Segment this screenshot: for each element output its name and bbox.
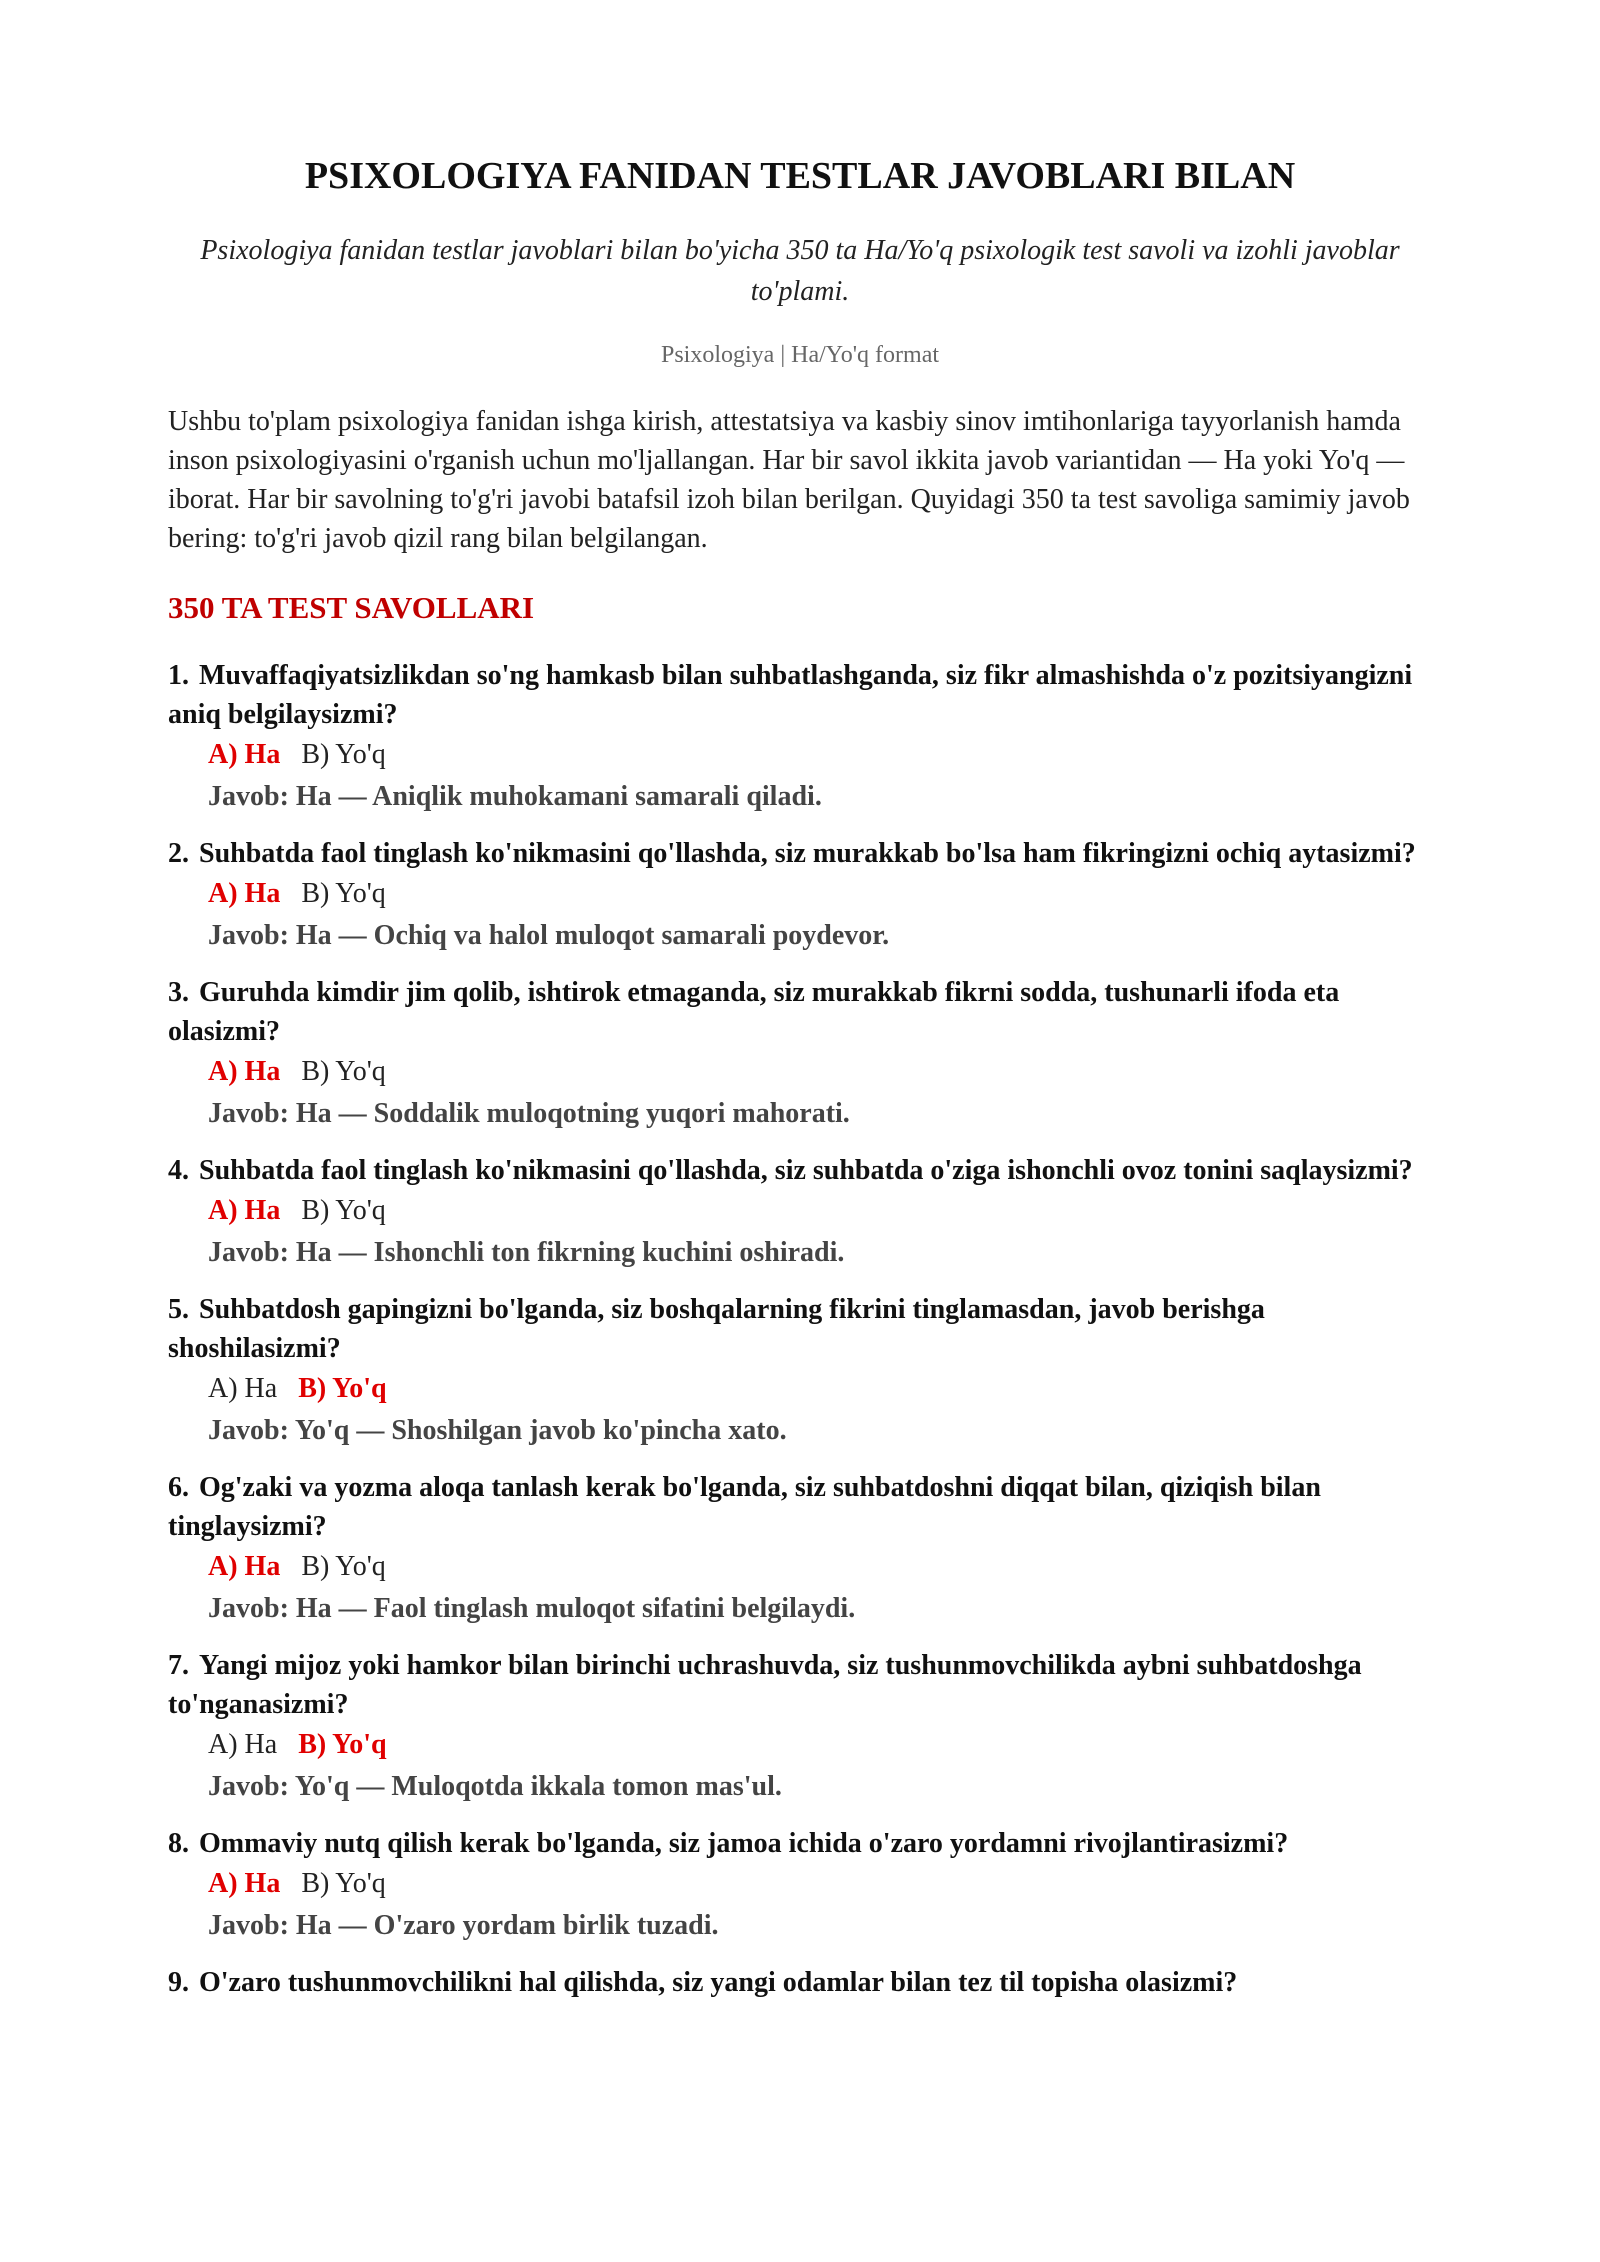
question-body: Og'zaki va yozma aloqa tanlash kerak bo'lganda, siz suhbatdoshni diqqat bilan, qiziqish bilan tinglaysizmi? [168,1472,1321,1542]
option-a: A) Ha [208,1868,281,1899]
answer-options [168,1724,1432,1766]
question-item [168,1468,1432,1630]
question-number: 6. [168,1472,189,1503]
question-text [168,1824,1432,1863]
question-item [168,1824,1432,1947]
question-text [168,1646,1432,1724]
option-b: B) Yo'q [298,1729,387,1760]
option-b: B) Yo'q [301,1195,386,1226]
question-body: Muvaffaqiyatsizlikdan so'ng hamkasb bilan suhbatlashganda, siz fikr almashishda o'z pozitsiyangizni aniq belgilaysizmi? [168,660,1413,730]
answer-options [168,873,1432,915]
section-title: 350 TA TEST SAVOLLARI [168,590,535,625]
question-item [168,834,1432,957]
question-text [168,1963,1432,2002]
document-meta: Psixologiya | Ha/Yo'q format [660,342,940,368]
question-text [168,834,1432,873]
document-subtitle: Psixologiya fanidan testlar javoblari bilan bo'yicha 350 ta Ha/Yo'q psixologik test savoli va izohli javoblar to'plami. [200,235,1400,307]
question-text [168,973,1432,1051]
question-item [168,1646,1432,1808]
question-text [168,1151,1432,1190]
answer-explanation: Javob: Ha — Ishonchli ton fikrning kuchini oshiradi. [208,1237,845,1268]
option-b: B) Yo'q [301,878,386,909]
answer-options [168,1368,1432,1410]
option-b: B) Yo'q [301,1551,386,1582]
question-item [168,656,1432,818]
document-title: PSIXOLOGIYA FANIDAN TESTLAR JAVOBLARI BILAN [304,155,1296,197]
answer-explanation: Javob: Ha — Ochiq va halol muloqot samarali poydevor. [208,920,890,951]
question-number: 7. [168,1650,189,1681]
answer-explanation: Javob: Ha — Soddalik muloqotning yuqori mahorati. [208,1098,850,1129]
question-body: Yangi mijoz yoki hamkor bilan birinchi uchrashuvda, siz tushunmovchilikda aybni suhbatdoshga to'nganasizmi? [168,1650,1362,1720]
question-body: O'zaro tushunmovchilikni hal qilishda, siz yangi odamlar bilan tez til topisha olasizmi? [199,1967,1238,1998]
question-body: Suhbatda faol tinglash ko'nikmasini qo'llashda, siz suhbatda o'ziga ishonchli ovoz tonini saqlaysizmi? [199,1155,1413,1186]
option-a: A) Ha [208,739,281,770]
answer-explanation: Javob: Ha — Aniqlik muhokamani samarali qiladi. [208,781,822,812]
answer-options [168,734,1432,776]
option-a: A) Ha [208,1195,281,1226]
question-body: Guruhda kimdir jim qolib, ishtirok etmaganda, siz murakkab fikrni sodda, tushunarli ifoda eta olasizmi? [168,977,1340,1047]
answer-options [168,1190,1432,1232]
question-number: 3. [168,977,189,1008]
question-item [168,1963,1432,2002]
question-number: 5. [168,1294,189,1325]
answer-options [168,1051,1432,1093]
question-item [168,973,1432,1135]
question-number: 1. [168,660,189,691]
question-number: 4. [168,1155,189,1186]
option-b: B) Yo'q [301,1056,386,1087]
question-number: 2. [168,838,189,869]
question-item [168,1290,1432,1452]
question-number: 8. [168,1828,189,1859]
option-a: A) Ha [208,1551,281,1582]
answer-options [168,1546,1432,1588]
question-item [168,1151,1432,1274]
question-list [168,656,1432,2018]
answer-explanation: Javob: Yo'q — Muloqotda ikkala tomon mas'ul. [208,1771,782,1802]
option-b: B) Yo'q [298,1373,387,1404]
answer-explanation: Javob: Yo'q — Shoshilgan javob ko'pincha xato. [208,1415,787,1446]
option-a: A) Ha [208,1373,278,1404]
question-number: 9. [168,1967,189,1998]
answer-explanation: Javob: Ha — O'zaro yordam birlik tuzadi. [208,1910,719,1941]
question-body: Suhbatda faol tinglash ko'nikmasini qo'llashda, siz murakkab bo'lsa ham fikringizni ochiq aytasizmi? [199,838,1416,869]
option-a: A) Ha [208,1729,278,1760]
question-text [168,1468,1432,1546]
option-a: A) Ha [208,878,281,909]
question-body: Ommaviy nutq qilish kerak bo'lganda, siz jamoa ichida o'zaro yordamni rivojlantirasizmi? [199,1828,1289,1859]
option-b: B) Yo'q [301,739,386,770]
question-text [168,656,1432,734]
answer-explanation: Javob: Ha — Faol tinglash muloqot sifatini belgilaydi. [208,1593,856,1624]
question-text [168,1290,1432,1368]
question-body: Suhbatdosh gapingizni bo'lganda, siz boshqalarning fikrini tinglamasdan, javob berishga shoshilasizmi? [168,1294,1265,1364]
option-a: A) Ha [208,1056,281,1087]
option-b: B) Yo'q [301,1868,386,1899]
intro-paragraph: Ushbu to'plam psixologiya fanidan ishga kirish, attestatsiya va kasbiy sinov imtihonlariga tayyorlanish hamda inson psixologiyasini o'rganish uchun mo'ljallangan. Har bir savol ikkita javob variantidan — Ha yoki Yo'q — iborat. Har bir savolning to'g'ri javobi batafsil izoh bilan berilgan. Quyidagi 350 ta test savoliga samimiy javob bering: to'g'ri javob qizil rang bilan belgilangan. [168,406,1410,554]
answer-options [168,1863,1432,1905]
